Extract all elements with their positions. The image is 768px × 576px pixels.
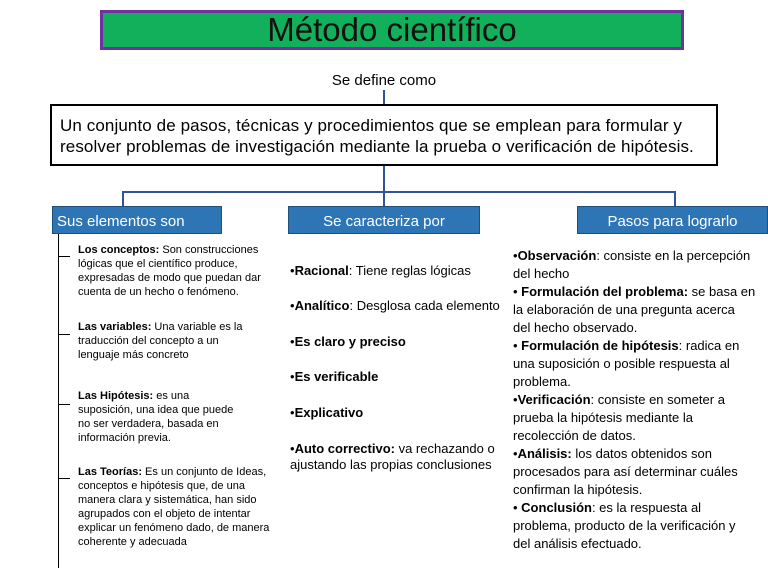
element-line: suposición, una idea que puede <box>78 404 234 416</box>
element-term: Las variables: <box>78 321 152 333</box>
characteristic-self-correcting <box>290 441 505 473</box>
page-title: Método científico <box>267 11 517 48</box>
bullet: • <box>513 392 518 407</box>
element-variables <box>78 320 283 362</box>
left-bracket-spine <box>58 234 59 568</box>
step-desc: prueba la hipótesis mediante la <box>513 410 693 425</box>
step-desc: : consiste en someter a <box>590 392 725 407</box>
bullet: • <box>290 441 295 456</box>
step-desc: se basa en <box>688 284 756 299</box>
step-desc: : es la respuesta al <box>591 500 702 515</box>
element-theory-text: Es un conjunto de Ideas, conceptos e hipótesis que, de una manera clara y sistemática, han sido agrupados con el objeto de intentar explicar un fenómeno dado, de manera coherente y adecuada <box>78 466 270 548</box>
step-desc: recolección de datos. <box>513 428 636 443</box>
step-analysis <box>513 445 768 499</box>
definition-line-2: resolver problemas de investigación mediante la prueba o verificación de hipótesis. <box>60 137 694 156</box>
bullet: • <box>290 263 295 278</box>
step-desc: problema, producto de la verificación y <box>513 518 736 533</box>
characteristic-verifiable <box>290 369 505 385</box>
connector-right <box>674 191 676 207</box>
element-line: Una variable es la <box>151 321 243 333</box>
bullet: • <box>513 338 522 353</box>
connector-branch <box>122 191 675 193</box>
bullet: • <box>290 334 295 349</box>
bullet: • <box>513 284 522 299</box>
step-desc: una suposición o posible respuesta al <box>513 356 730 371</box>
characteristic-analytic <box>290 298 505 314</box>
connector-trunk <box>383 166 385 192</box>
step-term: Formulación de hipótesis <box>521 338 679 353</box>
step-desc: : consiste en la percepción <box>596 248 751 263</box>
characteristic-desc: : Tiene reglas lógicas <box>348 263 471 278</box>
step-term: Conclusión <box>521 500 592 515</box>
left-bracket-tick <box>58 334 70 335</box>
definition-line-1: Un conjunto de pasos, técnicas y procedimientos que se emplean para formular y <box>60 116 683 135</box>
element-line: lenguaje más concreto <box>78 349 189 361</box>
element-hypotheses <box>78 389 283 445</box>
step-desc: los datos obtenidos son <box>571 446 712 461</box>
step-term: Formulación del problema: <box>521 284 689 299</box>
bullet: • <box>290 369 295 384</box>
element-line: expresadas de modo que puedan dar <box>78 272 261 284</box>
element-line: información previa. <box>78 432 171 444</box>
characteristic-term: Explicativo <box>294 405 364 420</box>
step-observation <box>513 247 768 283</box>
bullet: • <box>290 298 295 313</box>
step-desc: : radica en <box>678 338 740 353</box>
element-term: Los conceptos: <box>78 244 160 256</box>
element-line: es una <box>153 390 190 402</box>
step-desc: problema. <box>513 374 571 389</box>
left-bracket-tick <box>58 478 70 479</box>
element-term: Las Hipótesis: <box>78 390 154 402</box>
step-problem <box>513 283 768 337</box>
bullet: • <box>290 405 295 420</box>
characteristic-clear <box>290 334 505 350</box>
characteristic-desc: ajustando las propias conclusiones <box>290 457 492 472</box>
steps-list <box>513 247 768 553</box>
left-bracket-tick <box>58 256 70 257</box>
characteristic-explanatory <box>290 405 505 421</box>
bullet: • <box>513 446 518 461</box>
characteristic-rational <box>290 263 505 279</box>
connector-top <box>383 90 385 104</box>
step-desc: del análisis efectuado. <box>513 536 642 551</box>
header-steps: Pasos para lograrlo <box>577 206 768 234</box>
step-term: Verificación <box>517 392 591 407</box>
connector-middle <box>383 191 385 207</box>
bullet: • <box>513 248 518 263</box>
subtitle: Se define como <box>331 72 437 89</box>
characteristic-term: Racional <box>294 263 349 278</box>
element-line: traducción del concepto a un <box>78 335 219 347</box>
step-desc: del hecho <box>513 266 570 281</box>
header-elements: Sus elementos son <box>52 206 222 234</box>
step-desc: procesados para así determinar cuáles <box>513 464 738 479</box>
bullet: • <box>513 500 522 515</box>
characteristic-term: Analítico <box>294 298 350 313</box>
characteristic-term: Es verificable <box>294 369 379 384</box>
element-line: cuenta de un hecho o fenómeno. <box>78 286 239 298</box>
characteristic-term: Auto correctivo: <box>294 441 395 456</box>
element-theories <box>78 465 288 549</box>
step-term: Observación <box>517 248 597 263</box>
element-term: Las Teorías: <box>78 466 142 478</box>
step-hypothesis <box>513 337 768 391</box>
step-desc: la elaboración de una pregunta acerca <box>513 302 735 317</box>
step-verification <box>513 391 768 445</box>
step-term: Análisis: <box>517 446 572 461</box>
element-line: lógicas que el científico produce, <box>78 258 238 270</box>
left-bracket-tick <box>58 404 70 405</box>
definition-text <box>60 115 720 157</box>
element-concepts <box>78 243 283 299</box>
step-desc: del hecho observado. <box>513 320 638 335</box>
connector-left <box>122 191 124 207</box>
characteristic-term: Es claro y preciso <box>294 334 406 349</box>
step-desc: confirman la hipótesis. <box>513 482 643 497</box>
element-line: Son construcciones <box>159 244 259 256</box>
characteristic-desc: : Desglosa cada elemento <box>349 298 500 313</box>
header-characteristics: Se caracteriza por <box>288 206 480 234</box>
element-line: no ser verdadera, basada en <box>78 418 219 430</box>
step-conclusion <box>513 499 768 553</box>
characteristic-desc: va rechazando o <box>394 441 495 456</box>
